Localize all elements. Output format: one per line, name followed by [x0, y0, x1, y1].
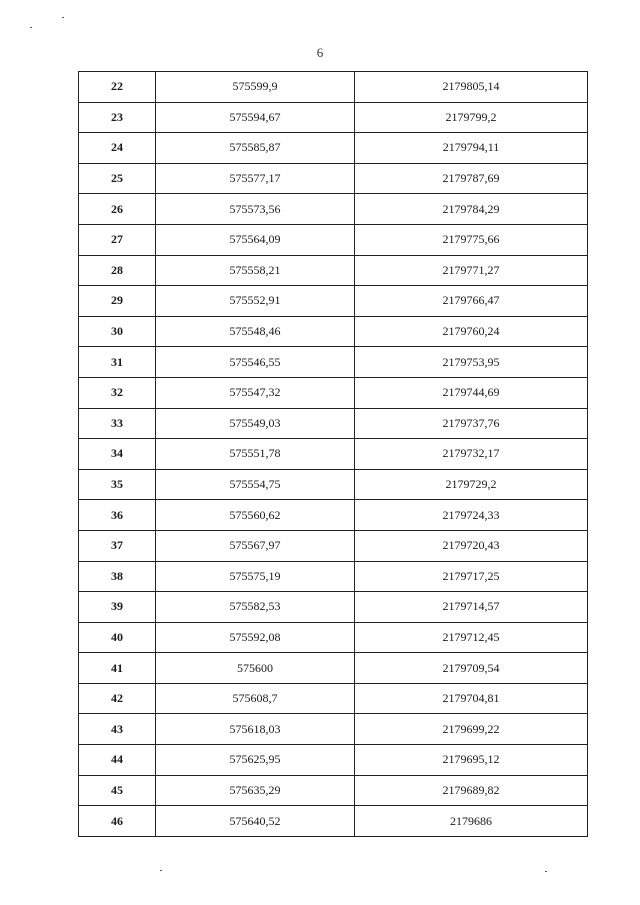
x-coordinate: 575547,32 — [156, 377, 355, 408]
x-coordinate: 575600 — [156, 653, 355, 684]
y-coordinate: 2179709,54 — [355, 653, 588, 684]
point-number: 33 — [79, 408, 156, 439]
y-coordinate: 2179805,14 — [355, 72, 588, 103]
y-coordinate: 2179689,82 — [355, 775, 588, 806]
table-row — [79, 163, 588, 194]
table-row — [79, 194, 588, 225]
x-coordinate: 575582,53 — [156, 592, 355, 623]
point-number: 34 — [79, 439, 156, 470]
scan-speck — [545, 871, 547, 872]
x-coordinate: 575564,09 — [156, 224, 355, 255]
coordinates-table — [78, 71, 588, 837]
point-number: 25 — [79, 163, 156, 194]
point-number: 40 — [79, 622, 156, 653]
y-coordinate: 2179784,29 — [355, 194, 588, 225]
y-coordinate: 2179712,45 — [355, 622, 588, 653]
point-number: 39 — [79, 592, 156, 623]
x-coordinate: 575549,03 — [156, 408, 355, 439]
point-number: 32 — [79, 377, 156, 408]
x-coordinate: 575546,55 — [156, 347, 355, 378]
y-coordinate: 2179753,95 — [355, 347, 588, 378]
point-number: 38 — [79, 561, 156, 592]
point-number: 41 — [79, 653, 156, 684]
table-row — [79, 775, 588, 806]
scan-speck — [62, 17, 64, 18]
x-coordinate: 575548,46 — [156, 316, 355, 347]
table-row — [79, 72, 588, 103]
y-coordinate: 2179775,66 — [355, 224, 588, 255]
table-row — [79, 714, 588, 745]
y-coordinate: 2179799,2 — [355, 102, 588, 133]
x-coordinate: 575560,62 — [156, 500, 355, 531]
scan-speck — [30, 27, 32, 28]
y-coordinate: 2179766,47 — [355, 286, 588, 317]
point-number: 44 — [79, 745, 156, 776]
table-row — [79, 592, 588, 623]
point-number: 37 — [79, 530, 156, 561]
point-number: 42 — [79, 683, 156, 714]
x-coordinate: 575618,03 — [156, 714, 355, 745]
x-coordinate: 575635,29 — [156, 775, 355, 806]
x-coordinate: 575551,78 — [156, 439, 355, 470]
y-coordinate: 2179724,33 — [355, 500, 588, 531]
y-coordinate: 2179699,22 — [355, 714, 588, 745]
y-coordinate: 2179704,81 — [355, 683, 588, 714]
table-row — [79, 377, 588, 408]
x-coordinate: 575577,17 — [156, 163, 355, 194]
table-row — [79, 255, 588, 286]
table-row — [79, 653, 588, 684]
y-coordinate: 2179729,2 — [355, 469, 588, 500]
point-number: 29 — [79, 286, 156, 317]
y-coordinate: 2179771,27 — [355, 255, 588, 286]
coordinates-table-body — [79, 72, 588, 837]
scan-speck — [160, 870, 162, 871]
x-coordinate: 575552,91 — [156, 286, 355, 317]
y-coordinate: 2179787,69 — [355, 163, 588, 194]
table-row — [79, 316, 588, 347]
table-row — [79, 102, 588, 133]
x-coordinate: 575554,75 — [156, 469, 355, 500]
x-coordinate: 575567,97 — [156, 530, 355, 561]
x-coordinate: 575608,7 — [156, 683, 355, 714]
table-row — [79, 561, 588, 592]
x-coordinate: 575640,52 — [156, 806, 355, 837]
point-number: 28 — [79, 255, 156, 286]
point-number: 26 — [79, 194, 156, 225]
y-coordinate: 2179714,57 — [355, 592, 588, 623]
page-number: 6 — [316, 45, 324, 60]
table-row — [79, 347, 588, 378]
table-row — [79, 224, 588, 255]
y-coordinate: 2179686 — [355, 806, 588, 837]
table-row — [79, 806, 588, 837]
table-row — [79, 469, 588, 500]
table-row — [79, 683, 588, 714]
x-coordinate: 575558,21 — [156, 255, 355, 286]
y-coordinate: 2179717,25 — [355, 561, 588, 592]
y-coordinate: 2179737,76 — [355, 408, 588, 439]
point-number: 27 — [79, 224, 156, 255]
table-row — [79, 500, 588, 531]
x-coordinate: 575599,9 — [156, 72, 355, 103]
x-coordinate: 575573,56 — [156, 194, 355, 225]
x-coordinate: 575592,08 — [156, 622, 355, 653]
point-number: 31 — [79, 347, 156, 378]
point-number: 45 — [79, 775, 156, 806]
point-number: 43 — [79, 714, 156, 745]
x-coordinate: 575585,87 — [156, 133, 355, 164]
y-coordinate: 2179744,69 — [355, 377, 588, 408]
y-coordinate: 2179760,24 — [355, 316, 588, 347]
x-coordinate: 575594,67 — [156, 102, 355, 133]
point-number: 24 — [79, 133, 156, 164]
table-row — [79, 286, 588, 317]
table-row — [79, 622, 588, 653]
y-coordinate: 2179720,43 — [355, 530, 588, 561]
table-row — [79, 745, 588, 776]
x-coordinate: 575625,95 — [156, 745, 355, 776]
y-coordinate: 2179794,11 — [355, 133, 588, 164]
table-row — [79, 133, 588, 164]
point-number: 36 — [79, 500, 156, 531]
table-row — [79, 408, 588, 439]
y-coordinate: 2179732,17 — [355, 439, 588, 470]
point-number: 23 — [79, 102, 156, 133]
point-number: 35 — [79, 469, 156, 500]
x-coordinate: 575575,19 — [156, 561, 355, 592]
table-row — [79, 439, 588, 470]
table-row — [79, 530, 588, 561]
point-number: 46 — [79, 806, 156, 837]
y-coordinate: 2179695,12 — [355, 745, 588, 776]
point-number: 30 — [79, 316, 156, 347]
point-number: 22 — [79, 72, 156, 103]
